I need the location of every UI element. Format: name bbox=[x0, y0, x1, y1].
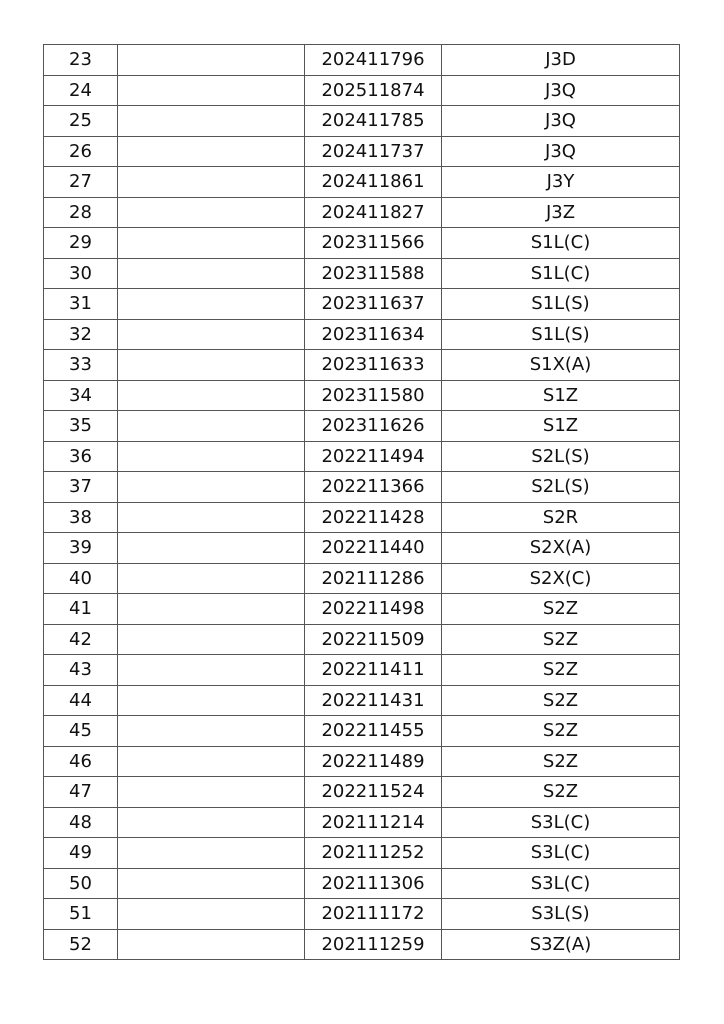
student-id-cell: 202111252 bbox=[305, 838, 442, 869]
table-row bbox=[44, 106, 680, 137]
class-code-cell: S3L(C) bbox=[442, 807, 680, 838]
table-row bbox=[44, 899, 680, 930]
row-number-cell: 52 bbox=[44, 929, 118, 960]
student-name-cell bbox=[118, 594, 305, 625]
table-row bbox=[44, 411, 680, 442]
class-code-cell: S1Z bbox=[442, 380, 680, 411]
row-number-cell: 29 bbox=[44, 228, 118, 259]
student-id-cell: 202111306 bbox=[305, 868, 442, 899]
student-name-cell bbox=[118, 807, 305, 838]
row-number-cell: 42 bbox=[44, 624, 118, 655]
class-code-cell: S2Z bbox=[442, 594, 680, 625]
row-number-cell: 38 bbox=[44, 502, 118, 533]
table-row bbox=[44, 685, 680, 716]
table-row bbox=[44, 716, 680, 747]
student-id-cell: 202211489 bbox=[305, 746, 442, 777]
table-row bbox=[44, 380, 680, 411]
row-number-cell: 23 bbox=[44, 45, 118, 76]
class-code-cell: S2Z bbox=[442, 655, 680, 686]
table-row bbox=[44, 624, 680, 655]
row-number-cell: 43 bbox=[44, 655, 118, 686]
class-code-cell: S2Z bbox=[442, 624, 680, 655]
class-code-cell: S2X(C) bbox=[442, 563, 680, 594]
table-row bbox=[44, 868, 680, 899]
student-name-cell bbox=[118, 228, 305, 259]
student-id-cell: 202311637 bbox=[305, 289, 442, 320]
table-row bbox=[44, 45, 680, 76]
class-code-cell: J3Q bbox=[442, 136, 680, 167]
student-list-sheet bbox=[43, 44, 680, 960]
student-name-cell bbox=[118, 106, 305, 137]
table-row bbox=[44, 197, 680, 228]
table-row bbox=[44, 441, 680, 472]
row-number-cell: 39 bbox=[44, 533, 118, 564]
row-number-cell: 27 bbox=[44, 167, 118, 198]
student-id-cell: 202411737 bbox=[305, 136, 442, 167]
row-number-cell: 31 bbox=[44, 289, 118, 320]
student-id-cell: 202211428 bbox=[305, 502, 442, 533]
table-row bbox=[44, 258, 680, 289]
student-id-cell: 202111286 bbox=[305, 563, 442, 594]
table-row bbox=[44, 533, 680, 564]
class-code-cell: S2L(S) bbox=[442, 441, 680, 472]
class-code-cell: S1L(S) bbox=[442, 319, 680, 350]
table-row bbox=[44, 838, 680, 869]
row-number-cell: 41 bbox=[44, 594, 118, 625]
class-code-cell: S2Z bbox=[442, 746, 680, 777]
table-row bbox=[44, 167, 680, 198]
student-name-cell bbox=[118, 899, 305, 930]
student-id-cell: 202211509 bbox=[305, 624, 442, 655]
class-code-cell: J3D bbox=[442, 45, 680, 76]
class-code-cell: S3L(C) bbox=[442, 838, 680, 869]
student-id-cell: 202211411 bbox=[305, 655, 442, 686]
student-id-cell: 202311580 bbox=[305, 380, 442, 411]
student-id-cell: 202111172 bbox=[305, 899, 442, 930]
class-code-cell: S1L(C) bbox=[442, 258, 680, 289]
row-number-cell: 40 bbox=[44, 563, 118, 594]
table-row bbox=[44, 472, 680, 503]
student-name-cell bbox=[118, 624, 305, 655]
row-number-cell: 26 bbox=[44, 136, 118, 167]
row-number-cell: 50 bbox=[44, 868, 118, 899]
row-number-cell: 51 bbox=[44, 899, 118, 930]
row-number-cell: 45 bbox=[44, 716, 118, 747]
student-table bbox=[43, 44, 680, 960]
table-row bbox=[44, 75, 680, 106]
class-code-cell: S2X(A) bbox=[442, 533, 680, 564]
row-number-cell: 49 bbox=[44, 838, 118, 869]
student-id-cell: 202211366 bbox=[305, 472, 442, 503]
student-id-cell: 202311634 bbox=[305, 319, 442, 350]
class-code-cell: S2R bbox=[442, 502, 680, 533]
table-row bbox=[44, 136, 680, 167]
row-number-cell: 34 bbox=[44, 380, 118, 411]
student-name-cell bbox=[118, 380, 305, 411]
class-code-cell: J3Q bbox=[442, 75, 680, 106]
student-name-cell bbox=[118, 136, 305, 167]
table-row bbox=[44, 929, 680, 960]
table-row bbox=[44, 655, 680, 686]
table-row bbox=[44, 289, 680, 320]
class-code-cell: J3Q bbox=[442, 106, 680, 137]
student-id-cell: 202311633 bbox=[305, 350, 442, 381]
table-row bbox=[44, 350, 680, 381]
student-id-cell: 202311626 bbox=[305, 411, 442, 442]
student-name-cell bbox=[118, 502, 305, 533]
student-name-cell bbox=[118, 533, 305, 564]
student-name-cell bbox=[118, 746, 305, 777]
student-name-cell bbox=[118, 75, 305, 106]
student-name-cell bbox=[118, 838, 305, 869]
student-name-cell bbox=[118, 685, 305, 716]
student-id-cell: 202411796 bbox=[305, 45, 442, 76]
student-name-cell bbox=[118, 868, 305, 899]
student-name-cell bbox=[118, 655, 305, 686]
class-code-cell: S3L(S) bbox=[442, 899, 680, 930]
student-id-cell: 202211440 bbox=[305, 533, 442, 564]
student-id-cell: 202111259 bbox=[305, 929, 442, 960]
student-name-cell bbox=[118, 929, 305, 960]
student-name-cell bbox=[118, 563, 305, 594]
student-id-cell: 202411785 bbox=[305, 106, 442, 137]
student-id-cell: 202211494 bbox=[305, 441, 442, 472]
class-code-cell: S2Z bbox=[442, 777, 680, 808]
student-id-cell: 202211431 bbox=[305, 685, 442, 716]
student-id-cell: 202211498 bbox=[305, 594, 442, 625]
class-code-cell: J3Z bbox=[442, 197, 680, 228]
table-row bbox=[44, 502, 680, 533]
student-id-cell: 202411827 bbox=[305, 197, 442, 228]
row-number-cell: 37 bbox=[44, 472, 118, 503]
class-code-cell: S2Z bbox=[442, 685, 680, 716]
student-id-cell: 202211524 bbox=[305, 777, 442, 808]
row-number-cell: 44 bbox=[44, 685, 118, 716]
student-name-cell bbox=[118, 197, 305, 228]
student-name-cell bbox=[118, 167, 305, 198]
row-number-cell: 30 bbox=[44, 258, 118, 289]
student-name-cell bbox=[118, 411, 305, 442]
table-row bbox=[44, 807, 680, 838]
student-id-cell: 202211455 bbox=[305, 716, 442, 747]
table-row bbox=[44, 563, 680, 594]
class-code-cell: S2L(S) bbox=[442, 472, 680, 503]
row-number-cell: 24 bbox=[44, 75, 118, 106]
student-name-cell bbox=[118, 258, 305, 289]
row-number-cell: 33 bbox=[44, 350, 118, 381]
class-code-cell: S2Z bbox=[442, 716, 680, 747]
student-name-cell bbox=[118, 716, 305, 747]
student-name-cell bbox=[118, 350, 305, 381]
row-number-cell: 32 bbox=[44, 319, 118, 350]
class-code-cell: S3L(C) bbox=[442, 868, 680, 899]
student-name-cell bbox=[118, 472, 305, 503]
class-code-cell: J3Y bbox=[442, 167, 680, 198]
class-code-cell: S3Z(A) bbox=[442, 929, 680, 960]
student-name-cell bbox=[118, 777, 305, 808]
row-number-cell: 25 bbox=[44, 106, 118, 137]
table-row bbox=[44, 594, 680, 625]
row-number-cell: 48 bbox=[44, 807, 118, 838]
class-code-cell: S1X(A) bbox=[442, 350, 680, 381]
row-number-cell: 46 bbox=[44, 746, 118, 777]
student-name-cell bbox=[118, 289, 305, 320]
table-row bbox=[44, 319, 680, 350]
table-row bbox=[44, 777, 680, 808]
table-row bbox=[44, 746, 680, 777]
student-name-cell bbox=[118, 45, 305, 76]
table-row bbox=[44, 228, 680, 259]
row-number-cell: 35 bbox=[44, 411, 118, 442]
row-number-cell: 47 bbox=[44, 777, 118, 808]
student-id-cell: 202311588 bbox=[305, 258, 442, 289]
class-code-cell: S1Z bbox=[442, 411, 680, 442]
student-id-cell: 202111214 bbox=[305, 807, 442, 838]
row-number-cell: 28 bbox=[44, 197, 118, 228]
table-body bbox=[44, 45, 680, 960]
class-code-cell: S1L(S) bbox=[442, 289, 680, 320]
row-number-cell: 36 bbox=[44, 441, 118, 472]
student-name-cell bbox=[118, 441, 305, 472]
student-name-cell bbox=[118, 319, 305, 350]
class-code-cell: S1L(C) bbox=[442, 228, 680, 259]
student-id-cell: 202311566 bbox=[305, 228, 442, 259]
student-id-cell: 202511874 bbox=[305, 75, 442, 106]
student-id-cell: 202411861 bbox=[305, 167, 442, 198]
